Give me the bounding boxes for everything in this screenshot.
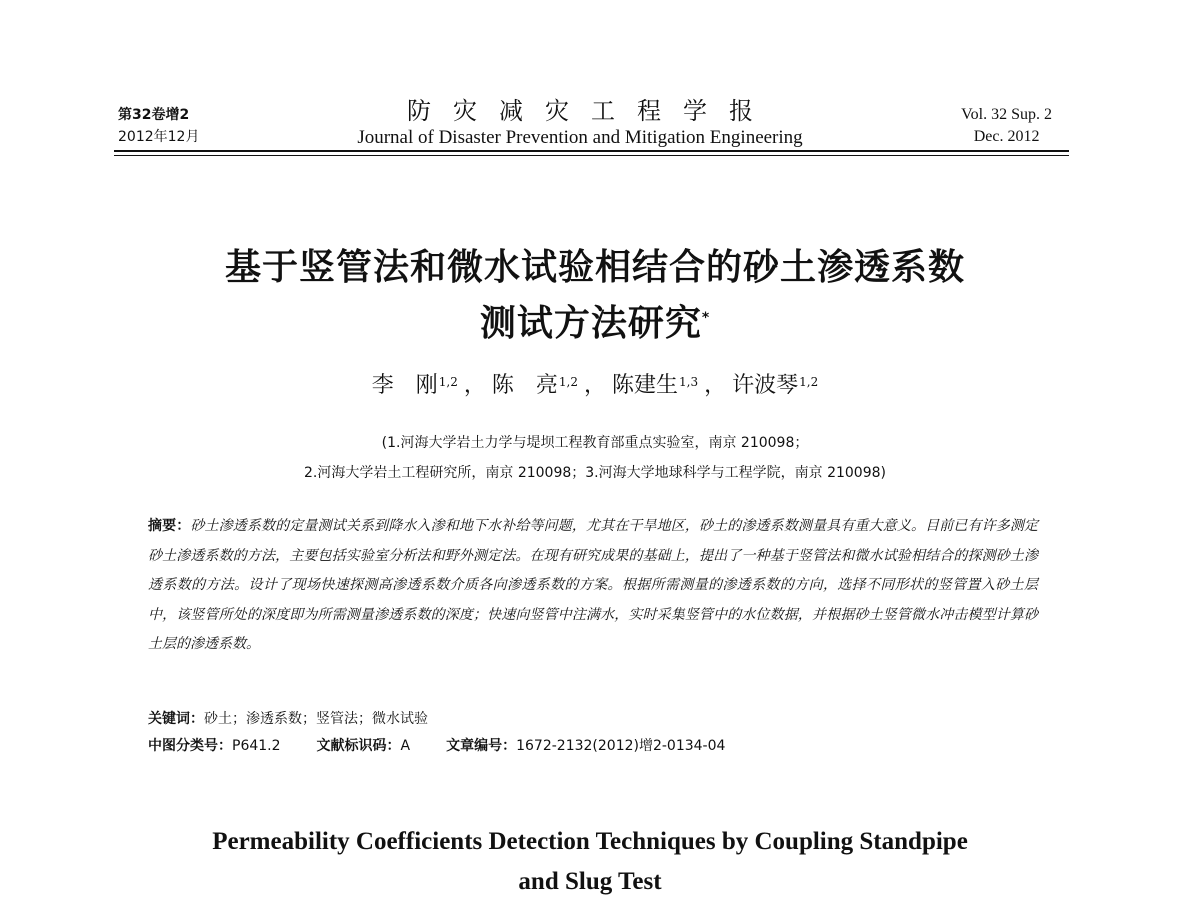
author — [372, 373, 458, 398]
title-line-2-text: 测试方法研究 — [479, 303, 702, 344]
author — [492, 373, 578, 398]
author — [612, 373, 698, 398]
clc-value: P641.2 — [232, 738, 281, 754]
title-line-2 — [100, 296, 1090, 352]
header-volume-cn — [118, 104, 199, 148]
keywords-text: 砂土；渗透系数；竖管法；微水试验 — [204, 711, 428, 727]
date-cn: 2012年12月 — [118, 129, 200, 145]
author-name: 许波琴 — [732, 373, 799, 398]
affiliation-line-2: 2.河海大学岩土工程研究所，南京 210098；3.河海大学地球科学与工程学院，南京 210098) — [304, 465, 886, 481]
header-rule-thin — [114, 155, 1069, 156]
abstract — [148, 512, 1038, 660]
affiliations — [150, 428, 1040, 488]
keywords-label: 关键词： — [148, 711, 204, 727]
clc-label: 中图分类号： — [148, 738, 232, 754]
author-name: 陈建生 — [612, 373, 679, 398]
title-footnote-mark: * — [701, 310, 711, 326]
abstract-text: 砂土渗透系数的定量测试关系到降水入渗和地下水补给等问题，尤其在干旱地区，砂土的渗透系数测量具有重大意义。目前已有许多测定砂土渗透系数的方法，主要包括实验室分析法和野外测定法。在现有研究成果的基础上，提出了一种基于竖管法和微水试验相结合的探测砂土渗透系数的方法。设计了现场快速探测高渗透系数介质各向渗透系数的方案。根据所需测量的渗透系数的方向，选择不同形状的竖管置入砂土层中，该竖管所处的深度即为所需测量渗透系数的深度；快速向竖管中注满水，实时采集竖管中的水位数据，并根据砂土竖管微水冲击模型计算砂土层的渗透系数。 — [148, 518, 1038, 653]
author-affil-sup: 1,2 — [799, 375, 819, 389]
header-rule-thick — [114, 150, 1069, 152]
english-title-line-1: Permeability Coefficients Detection Techniques by Coupling Standpipe — [212, 828, 968, 855]
author-separator: ， — [704, 373, 727, 398]
author-name: 李 刚 — [371, 373, 438, 398]
author — [732, 373, 818, 398]
author-list — [200, 370, 990, 402]
abstract-label: 摘要： — [148, 518, 191, 534]
journal-name-en: Journal of Disaster Prevention and Mitigation Engineering — [357, 127, 803, 148]
english-title — [130, 822, 1050, 902]
journal-name-cn: 防灾减灾工程学报 — [407, 97, 775, 125]
journal-header — [300, 96, 860, 150]
english-title-line-2: and Slug Test — [518, 868, 662, 895]
volume-en: Vol. 32 Sup. 2 — [961, 106, 1052, 123]
article-number-label: 文章编号： — [446, 738, 517, 754]
date-en: Dec. 2012 — [973, 128, 1040, 145]
article-number-value: 1672-2132(2012)增2-0134-04 — [516, 738, 726, 754]
author-affil-sup: 1,3 — [679, 375, 699, 389]
header-volume-en — [961, 104, 1052, 148]
keywords — [148, 708, 428, 730]
author-separator: ， — [463, 373, 486, 398]
author-affil-sup: 1,2 — [558, 375, 578, 389]
author-name: 陈 亮 — [491, 373, 558, 398]
volume-cn: 第32卷增2 — [118, 107, 190, 123]
affiliation-line-1: (1.河海大学岩土力学与堤坝工程教育部重点实验室，南京 210098； — [381, 435, 809, 451]
author-affil-sup: 1,2 — [438, 375, 458, 389]
paper-title — [100, 240, 1090, 352]
doc-code-label: 文献标识码： — [316, 738, 401, 754]
title-line-1: 基于竖管法和微水试验相结合的砂土渗透系数 — [224, 247, 965, 288]
author-separator: ， — [583, 373, 606, 398]
doc-code-value: A — [400, 738, 411, 754]
classification-line — [148, 735, 725, 757]
